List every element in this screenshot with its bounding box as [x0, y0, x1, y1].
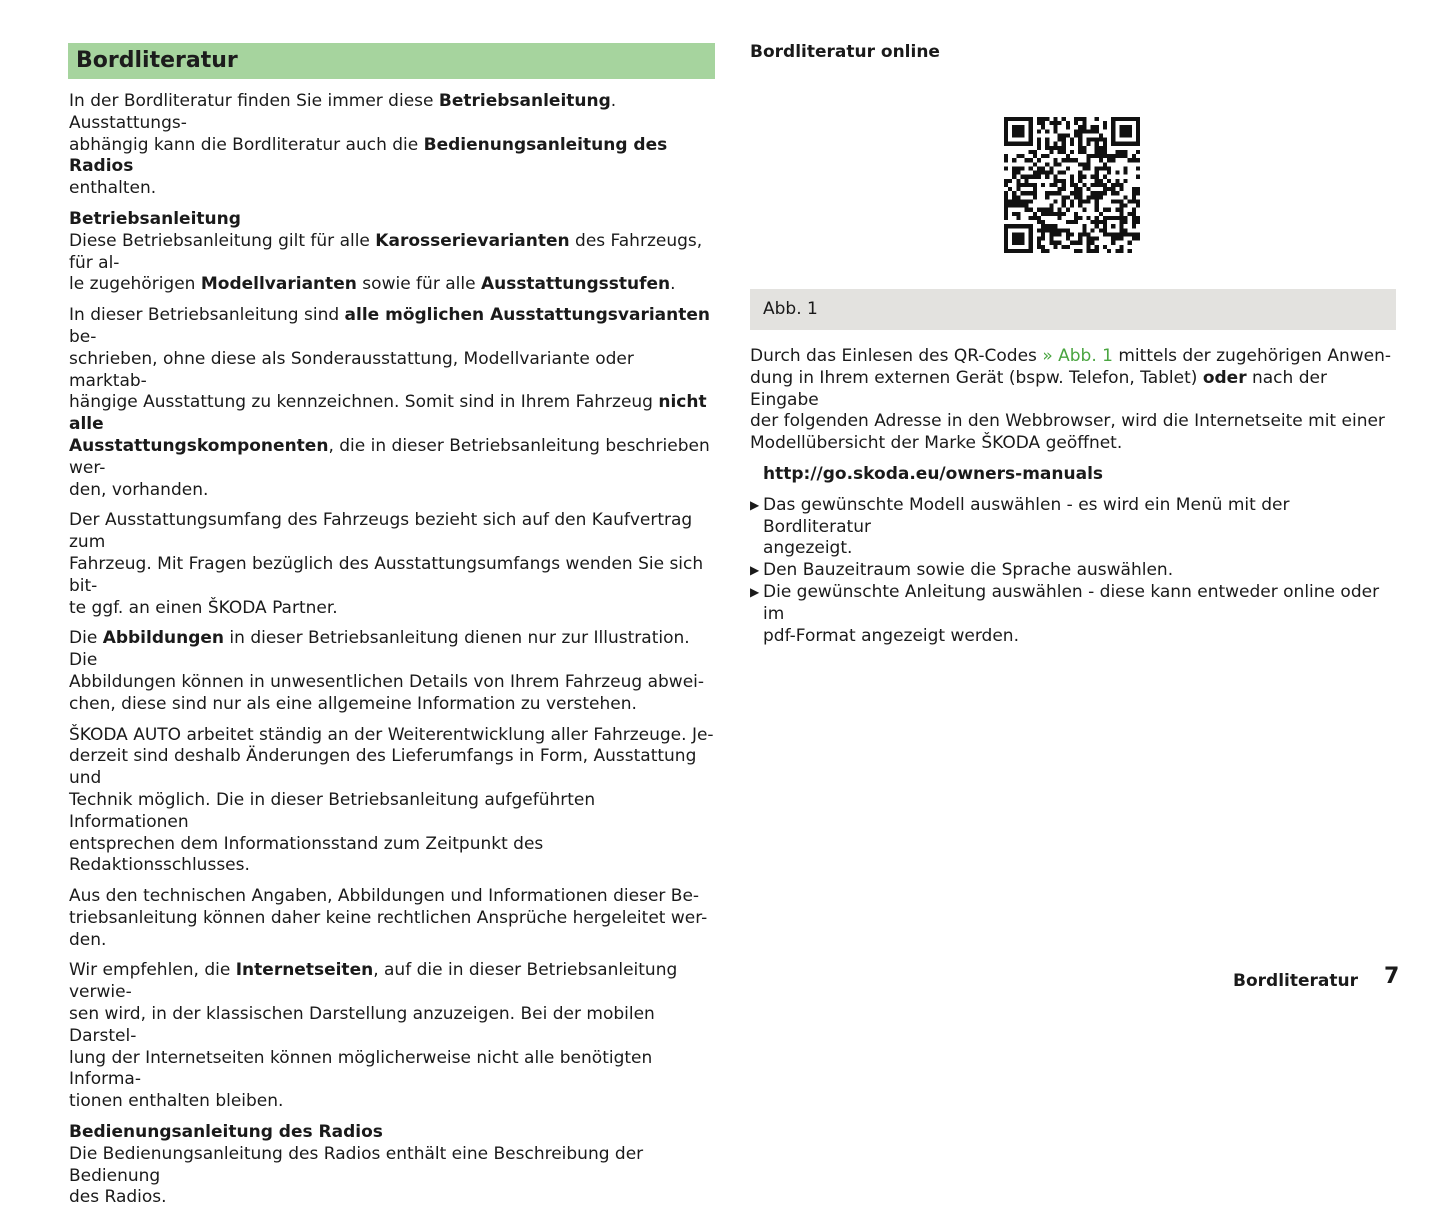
text-run: ŠKODA AUTO arbeitet ständig an der Weiterentwicklung aller Fahrzeuge. Je- derzeit sind deshalb Änderungen des Lieferumfangs in Form, Ausstattung und Technik möglich. Die in dieser Betriebsanleitung aufgeführten Informationen entsprechen dem Informationsstand zum Zeitpunkt des Redaktionsschlusses.	[69, 724, 714, 876]
figure-caption: Abb. 1	[750, 289, 1396, 330]
list-item	[750, 495, 1396, 560]
text-run: In dieser Betriebsanleitung sind	[69, 305, 345, 326]
qr-code-icon[interactable]	[1004, 117, 1140, 253]
footer-section-title: Bordliteratur	[1233, 971, 1358, 991]
emphasis-text: Internetseiten	[235, 960, 374, 981]
text-run: enthalten.	[69, 178, 157, 199]
paragraph-equipment-scope	[69, 510, 715, 619]
step-text: Die gewünschte Anleitung auswählen - diese kann entweder online oder im pdf-Format angezeigt werden.	[763, 581, 1380, 646]
paragraph-radio	[69, 1144, 643, 1208]
paragraph-variants	[69, 231, 702, 295]
qr-code-graphic	[1004, 117, 1140, 253]
emphasis-text: oder	[1202, 367, 1247, 388]
radio-manual-section	[69, 1122, 715, 1209]
text-run: . Ausstattungs- abhängig kann die Bordliteratur auch die	[69, 91, 617, 155]
operating-manual-section	[69, 209, 715, 296]
paragraph-illustrations	[69, 628, 715, 715]
text-run: mittels der zugehörigen Anwen- dung in Ihrem externen Gerät (bspw. Telefon, Tablet)	[750, 346, 1392, 388]
text-run: Die	[69, 628, 103, 649]
text-run: , die in dieser Betriebsanleitung beschrieben wer- den, vorhanden.	[69, 435, 710, 500]
intro-paragraph	[69, 91, 715, 200]
subheading-radio-manual: Bedienungsanleitung des Radios	[69, 1122, 383, 1143]
list-item	[750, 582, 1396, 647]
bullet-icon: ▶	[750, 563, 760, 578]
owners-manual-url[interactable]: http://go.skoda.eu/owners-manuals	[763, 463, 1104, 484]
text-run: des Fahrzeugs, für al- le zugehörigen	[69, 230, 703, 295]
paragraph-qr-instructions	[750, 346, 1396, 455]
text-run: Der Ausstattungsumfang des Fahrzeugs bezieht sich auf den Kaufvertrag zum Fahrzeug. Mit Fragen bezüglich des Ausstattungsumfangs wenden Sie sich bit- te ggf. an einen ŠKODA Partner.	[69, 510, 704, 618]
emphasis-text: alle möglichen Ausstattungsvarianten	[344, 305, 711, 326]
text-run: in dieser Betriebsanleitung dienen nur zur Illustration. Die Abbildungen können in unwesentlichen Details von Ihrem Fahrzeug abwei- chen, diese sind nur als eine allgemeine Information zu verstehen.	[69, 628, 705, 714]
emphasis-text: Bedienungsanleitung des Radios	[69, 134, 668, 177]
text-run: nach der Eingabe der folgenden Adresse in den Webbrowser, wird die Internetseite mit einer Modellübersicht der Marke ŠKODA geöffnet.	[750, 367, 1385, 454]
online-literature-title: Bordliteratur online	[750, 42, 940, 62]
paragraph-no-claims	[69, 886, 715, 951]
paragraph-equipment-variants	[69, 305, 715, 501]
subheading-operating-manual: Betriebsanleitung	[69, 208, 241, 229]
text-run: In der Bordliteratur finden Sie immer diese	[69, 91, 439, 111]
text-run: Durch das Einlesen des QR-Codes	[750, 346, 1043, 366]
text-run: Die Bedienungsanleitung des Radios enthält eine Beschreibung der Bedienung des Radios.	[69, 1143, 644, 1208]
list-item	[750, 560, 1396, 582]
bullet-icon: ▶	[750, 497, 760, 512]
emphasis-text: Karosserievarianten	[375, 230, 570, 251]
section-heading: Bordliteratur	[68, 43, 715, 79]
text-run: Wir empfehlen, die	[69, 960, 236, 981]
text-run: sowie für alle	[356, 274, 481, 295]
text-run: be- schrieben, ohne diese als Sonderausstattung, Modellvariante oder marktab- hängige Ausstattung zu kennzeichnen. Somit sind in Ihrem Fahrzeug	[69, 326, 659, 413]
emphasis-text: Abbildungen	[102, 628, 225, 649]
right-column	[750, 40, 1396, 646]
qr-modules	[1004, 117, 1140, 253]
step-text: Den Bauzeitraum sowie die Sprache auswählen.	[763, 560, 1174, 581]
online-instructions	[750, 346, 1396, 647]
page-number: 7	[1384, 964, 1400, 989]
emphasis-text: Betriebsanleitung	[438, 91, 611, 111]
paragraph-websites	[69, 960, 715, 1113]
step-text: Das gewünschte Modell auswählen - es wird ein Menü mit der Bordliteratur angezeigt.	[763, 494, 1290, 559]
figure-reference-link[interactable]: » Abb. 1	[1042, 346, 1113, 366]
steps-list	[750, 495, 1396, 648]
left-column	[69, 43, 715, 1218]
bullet-icon: ▶	[750, 584, 760, 599]
emphasis-text: Ausstattungsstufen	[480, 274, 671, 295]
text-run: , auf die in dieser Betriebsanleitung verwie- sen wird, in der klassischen Darstellung anzuzeigen. Bei der mobilen Darstel- lung der Internetseiten können möglicherweise nicht alle benötigten Informa- tionen enthalten bleiben.	[69, 960, 678, 1112]
emphasis-text: Modellvarianten	[200, 274, 357, 295]
text-run: .	[670, 274, 676, 295]
text-run: Aus den technischen Angaben, Abbildungen und Informationen dieser Be- triebsanleitung können daher keine rechtlichen Ansprüche hergeleitet wer- den.	[69, 886, 708, 950]
text-run: Diese Betriebsanleitung gilt für alle	[69, 230, 376, 251]
paragraph-development	[69, 725, 715, 878]
emphasis-text: nicht alle Ausstattungskomponenten	[69, 392, 707, 456]
